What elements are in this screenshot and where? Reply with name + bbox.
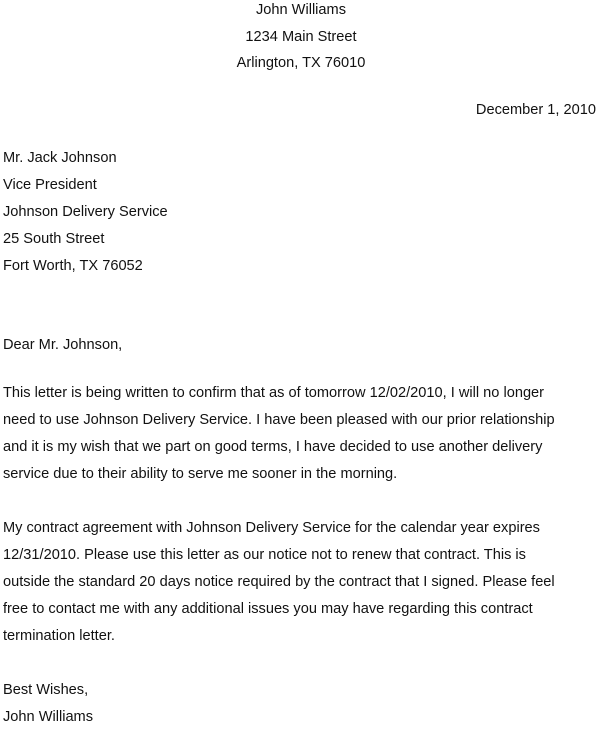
paragraph-line: outside the standard 20 days notice required by the contract that I signed. Please feel (3, 574, 555, 590)
paragraph-line: free to contact me with any additional issues you may have regarding this contract (3, 601, 533, 617)
sender-name: John Williams (255, 2, 346, 18)
letter-date: December 1, 2010 (475, 102, 596, 118)
recipient-city-state-zip: Fort Worth, TX 76052 (3, 258, 143, 274)
body-paragraph-2 (3, 519, 601, 654)
paragraph-line: need to use Johnson Delivery Service. I have been pleased with our prior relationship (3, 412, 555, 428)
valediction: Best Wishes, (3, 682, 89, 698)
signature-name: John Williams (3, 709, 94, 725)
recipient-title: Vice President (3, 177, 97, 193)
body-paragraph-1 (3, 384, 601, 492)
paragraph-line: termination letter. (3, 628, 115, 644)
sender-street: 1234 Main Street (245, 28, 357, 45)
paragraph-line: and it is my wish that we part on good terms, I have decided to use another delivery (3, 439, 543, 455)
recipient-street: 25 South Street (3, 231, 105, 247)
paragraph-line: service due to their ability to serve me sooner in the morning. (3, 466, 398, 482)
salutation: Dear Mr. Johnson, (3, 337, 123, 353)
sender-city-state-zip: Arlington, TX 76010 (236, 55, 366, 71)
recipient-company: Johnson Delivery Service (3, 204, 168, 220)
paragraph-line: My contract agreement with Johnson Delivery Service for the calendar year expires (3, 520, 540, 536)
paragraph-line: 12/31/2010. Please use this letter as our notice not to renew that contract. This is (3, 547, 526, 563)
recipient-name: Mr. Jack Johnson (3, 150, 117, 166)
recipient-address-block (3, 149, 168, 284)
paragraph-line: This letter is being written to confirm that as of tomorrow 12/02/2010, I will no longer (3, 385, 545, 401)
sender-address-block (0, 1, 602, 81)
